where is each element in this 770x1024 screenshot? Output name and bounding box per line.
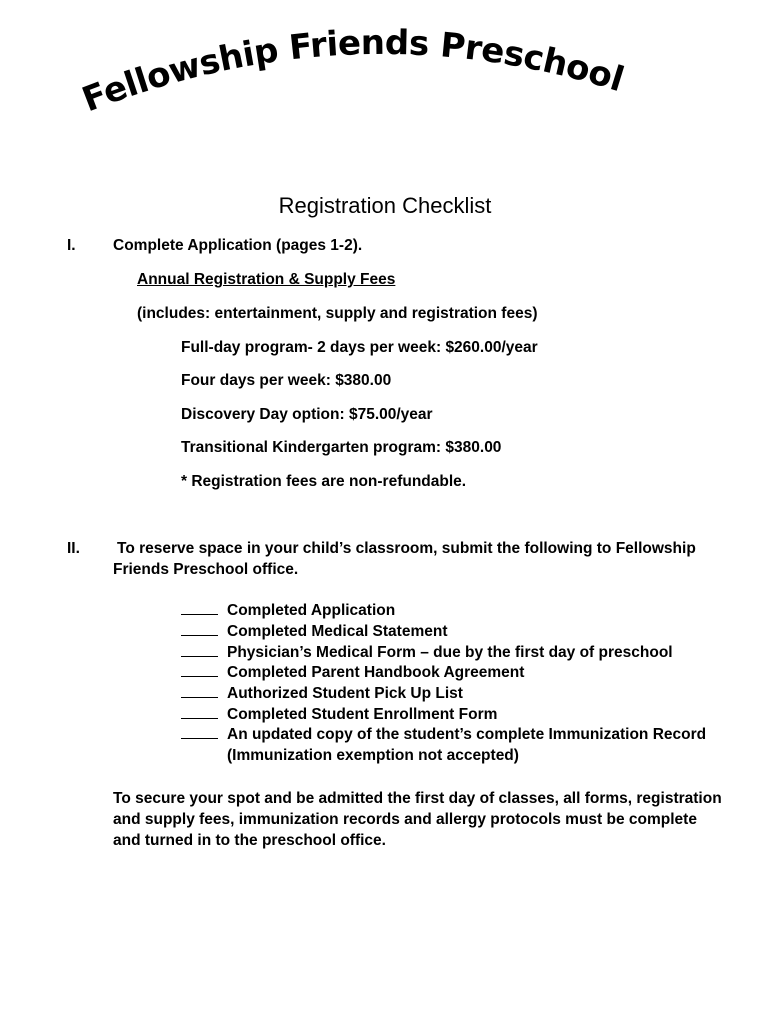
fee-item: Four days per week: $380.00 xyxy=(181,372,392,389)
checkbox-blank xyxy=(181,696,218,698)
checklist-item: Physician’s Medical Form – due by the first day of preschool xyxy=(181,644,673,662)
checklist-note: (Immunization exemption not accepted) xyxy=(227,747,519,764)
fee-item: Transitional Kindergarten program: $380.00 xyxy=(181,439,502,456)
checklist-item: Completed Parent Handbook Agreement xyxy=(181,664,524,682)
fees-note: (includes: entertainment, supply and registration fees) xyxy=(137,305,538,322)
checklist-item: An updated copy of the student’s complete Immunization Record xyxy=(181,726,706,744)
checklist-item: Authorized Student Pick Up List xyxy=(181,685,463,703)
school-name-arc xyxy=(0,0,770,140)
checklist-item: Completed Application xyxy=(181,602,395,620)
section-1-numeral: I. xyxy=(67,237,76,254)
checkbox-blank xyxy=(181,634,218,636)
fees-heading: Annual Registration & Supply Fees xyxy=(137,271,396,288)
fee-item: Discovery Day option: $75.00/year xyxy=(181,406,433,423)
page-title: Registration Checklist xyxy=(278,193,492,218)
section-2-numeral: II. xyxy=(67,540,80,557)
section-2-intro-line2: Friends Preschool office. xyxy=(113,561,299,578)
non-refundable-note: * Registration fees are non-refundable. xyxy=(181,473,467,490)
fee-item: Full-day program- 2 days per week: $260.00/year xyxy=(181,339,538,356)
checklist-item: Completed Student Enrollment Form xyxy=(181,706,497,724)
checkbox-blank xyxy=(181,655,218,657)
checkbox-blank xyxy=(181,613,218,615)
checkbox-blank xyxy=(181,717,218,719)
checklist-item: Completed Medical Statement xyxy=(181,623,448,641)
school-name: Fellowship Friends Preschool xyxy=(76,22,629,121)
section-1-heading: Complete Application (pages 1-2). xyxy=(113,237,363,254)
checkbox-blank xyxy=(181,675,218,677)
checkbox-blank xyxy=(181,737,218,739)
section-2-intro-line1: To reserve space in your child’s classroom, submit the following to Fellowship xyxy=(117,540,696,557)
closing-paragraph: To secure your spot and be admitted the first day of classes, all forms, registration and supply fees, immunization records and allergy protocols must be complete and turned in to the preschool office. xyxy=(113,790,722,849)
